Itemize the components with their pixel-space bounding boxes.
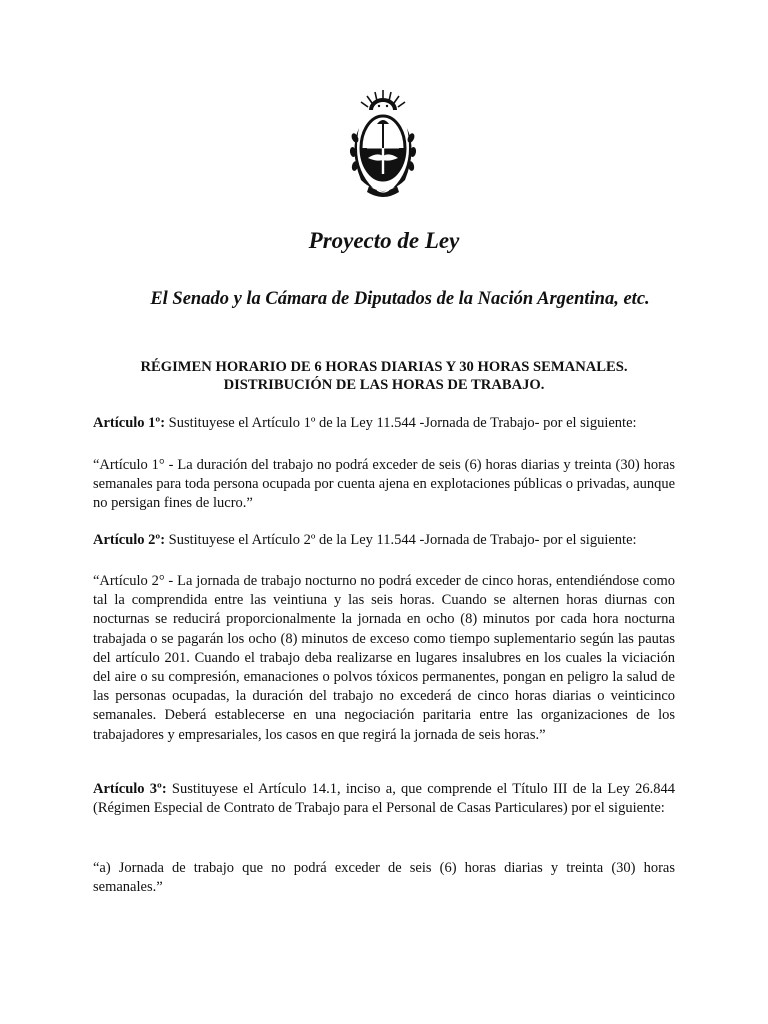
article-1-intro-text: Sustituyese el Artículo 1º de la Ley 11.544 -Jornada de Trabajo- por el siguiente: [165,415,637,431]
law-subject-line-2: DISTRIBUCIÓN DE LAS HORAS DE TRABAJO. [223,377,545,393]
article-2-intro [93,531,675,550]
addressee-heading: El Senado y la Cámara de Diputados de la Nación Argentina, etc. [150,289,650,309]
document-title: Proyecto de Ley [308,228,460,253]
article-3-quote: “a) Jornada de trabajo que no podrá exceder de seis (6) horas diarias y treinta (30) horas semanales.” [93,860,675,896]
article-1-intro [93,414,675,433]
article-1-label: Artículo 1º: [93,415,166,431]
law-subject-heading [60,358,708,394]
article-2-label: Artículo 2º: [93,532,166,548]
article-3-intro [93,780,675,818]
article-1-quote: “Artículo 1° - La duración del trabajo no podrá exceder de seis (6) horas diarias y treinta (30) horas semanales para toda persona ocupada por cuenta ajena en explotaciones públicas o privadas, aunque no persigan fines de lucro.” [93,457,675,512]
law-subject-line-1: RÉGIMEN HORARIO DE 6 HORAS DIARIAS Y 30 HORAS SEMANALES. [140,359,628,375]
article-3-intro-text: Sustituyese el Artículo 14.1, inciso a, que comprende el Título III de la Ley 26.844 (Régimen Especial de Contrato de Trabajo para el Personal de Casas Particulares) por el siguiente: [93,781,675,817]
article-2-quote: “Artículo 2° - La jornada de trabajo nocturno no podrá exceder de cinco horas, entendiéndose como tal la comprendida entre las veintiuna y las seis horas. Cuando se alternen horas diurnas con nocturnas se reducirá proporcionalmente la jornada en ocho (8) minutos por cada hora nocturna trabajada o se pagarán los ocho (8) minutos de exceso como tiempo suplementario según las pautas del artículo 201. Cuando el trabajo deba realizarse en lugares insalubres en los cuales la viciación del aire o su compresión, emanaciones o polvos tóxicos permanentes, pongan en peligro la salud de las personas ocupadas, la duración del trabajo no excederá de cinco horas diarias o veinticinco semanales. Deberá establecerse en una negociación paritaria entre las organizaciones de los trabajadores y empresariales, los casos en que regirá la jornada de seis horas.” [93,573,675,743]
argentina-coat-of-arms-icon [343,88,423,202]
article-2-intro-text: Sustituyese el Artículo 2º de la Ley 11.544 -Jornada de Trabajo- por el siguiente: [165,532,637,548]
article-3-label: Artículo 3º: [93,781,167,797]
